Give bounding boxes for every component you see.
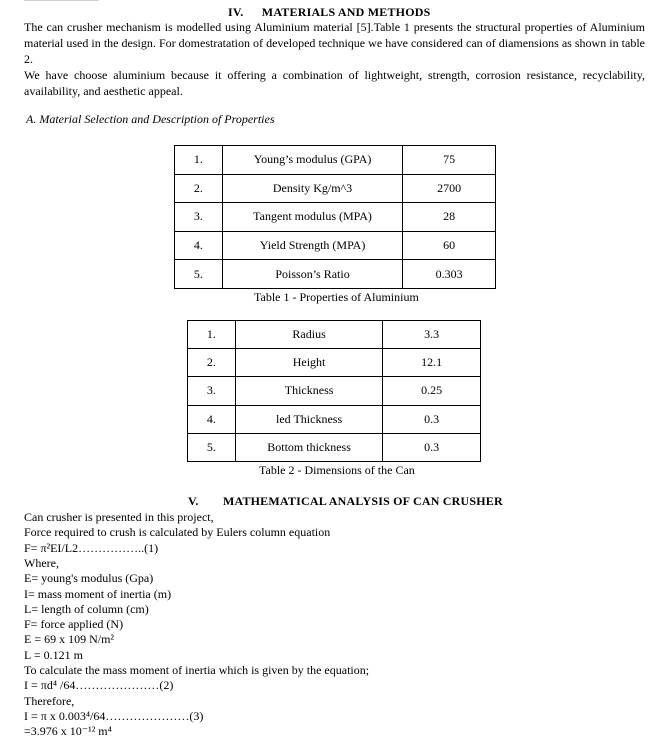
property-value: 60 xyxy=(403,231,496,260)
table-row xyxy=(188,349,481,377)
paragraph-material-choice: We have choose aluminium because it offering a combination of lightweight, strength, corrosion resistance, recyclability, availability, and aesthetic appeal. xyxy=(24,68,645,98)
analysis-line: F= π²EI/L2……………..(1) xyxy=(24,540,159,555)
analysis-line: =3.976 x 10⁻¹² m⁴ xyxy=(24,724,112,739)
analysis-line: To calculate the mass moment of inertia which is given by the equation; xyxy=(24,663,370,677)
row-number: 4. xyxy=(188,405,236,433)
analysis-line: I = π x 0.003⁴/64…………………(3) xyxy=(24,708,204,723)
row-number: 3. xyxy=(188,377,236,405)
property-name: Tangent modulus (MPA) xyxy=(222,203,402,232)
property-value: 0.303 xyxy=(403,260,496,289)
table-row xyxy=(175,174,496,203)
section-number: IV. xyxy=(228,5,244,19)
property-value: 28 xyxy=(403,203,496,232)
top-rule xyxy=(24,0,99,1)
section-number: V. xyxy=(188,494,199,508)
row-number: 1. xyxy=(175,146,223,175)
property-name: Radius xyxy=(235,321,383,349)
property-name: Height xyxy=(235,349,383,377)
analysis-line: Force required to crush is calculated by Eulers column equation xyxy=(24,525,331,540)
table-row xyxy=(175,231,496,260)
analysis-line: E= young's modulus (Gpa) xyxy=(24,571,154,586)
property-name: Density Kg/m^3 xyxy=(222,174,402,203)
property-name: Poisson’s Ratio xyxy=(222,260,402,289)
row-number: 2. xyxy=(188,349,236,377)
row-number: 5. xyxy=(175,260,223,289)
property-value: 2700 xyxy=(403,174,496,203)
property-name: Bottom thickness xyxy=(235,433,383,461)
table2-caption: Table 2 - Dimensions of the Can xyxy=(259,463,415,477)
property-value: 3.3 xyxy=(383,321,481,349)
analysis-line: E = 69 x 109 N/m² xyxy=(24,632,115,647)
table-row xyxy=(188,433,481,461)
row-number: 2. xyxy=(175,174,223,203)
row-number: 3. xyxy=(175,203,223,232)
property-value: 75 xyxy=(403,146,496,175)
section-title: MATERIALS AND METHODS xyxy=(261,5,431,19)
analysis-line: Therefore, xyxy=(24,693,75,708)
table-row xyxy=(188,405,481,433)
row-number: 5. xyxy=(188,433,236,461)
property-value: 12.1 xyxy=(383,349,481,377)
property-name: Thickness xyxy=(235,377,383,405)
property-value: 0.3 xyxy=(383,405,481,433)
analysis-line: Where, xyxy=(24,555,59,570)
table-row xyxy=(188,377,481,405)
row-number: 1. xyxy=(188,321,236,349)
analysis-line: Can crusher is presented in this project, xyxy=(24,510,214,524)
property-name: led Thickness xyxy=(235,405,383,433)
property-value: 0.3 xyxy=(383,433,481,461)
table1-caption: Table 1 - Properties of Aluminium xyxy=(254,290,419,304)
property-name: Yield Strength (MPA) xyxy=(222,231,402,260)
analysis-line: I = πd⁴ /64…………………(2) xyxy=(24,678,174,693)
table-dimensions xyxy=(187,320,481,462)
table-properties xyxy=(174,145,496,289)
section-heading-5 xyxy=(188,494,503,509)
table-row xyxy=(175,203,496,232)
analysis-line: F= force applied (N) xyxy=(24,617,124,632)
subsection-heading: A. Material Selection and Description of Properties xyxy=(26,112,275,126)
property-value: 0.25 xyxy=(383,377,481,405)
analysis-line: L= length of column (cm) xyxy=(24,601,149,616)
row-number: 4. xyxy=(175,231,223,260)
table-row xyxy=(175,260,496,289)
section-heading-4 xyxy=(228,5,430,20)
table-row xyxy=(175,146,496,175)
table-row xyxy=(188,321,481,349)
analysis-line: I= mass moment of inertia (m) xyxy=(24,586,172,601)
section-title: MATHEMATICAL ANALYSIS OF CAN CRUSHER xyxy=(222,494,503,508)
analysis-line: L = 0.121 m xyxy=(24,647,83,662)
property-name: Young’s modulus (GPA) xyxy=(222,146,402,175)
paragraph-intro: The can crusher mechanism is modelled using Aluminium material [5].Table 1 presents the structural properties of Aluminium material used in the design. For domestratation of developed technique we have considered can of diamensions as shown in table 2. xyxy=(24,20,645,66)
